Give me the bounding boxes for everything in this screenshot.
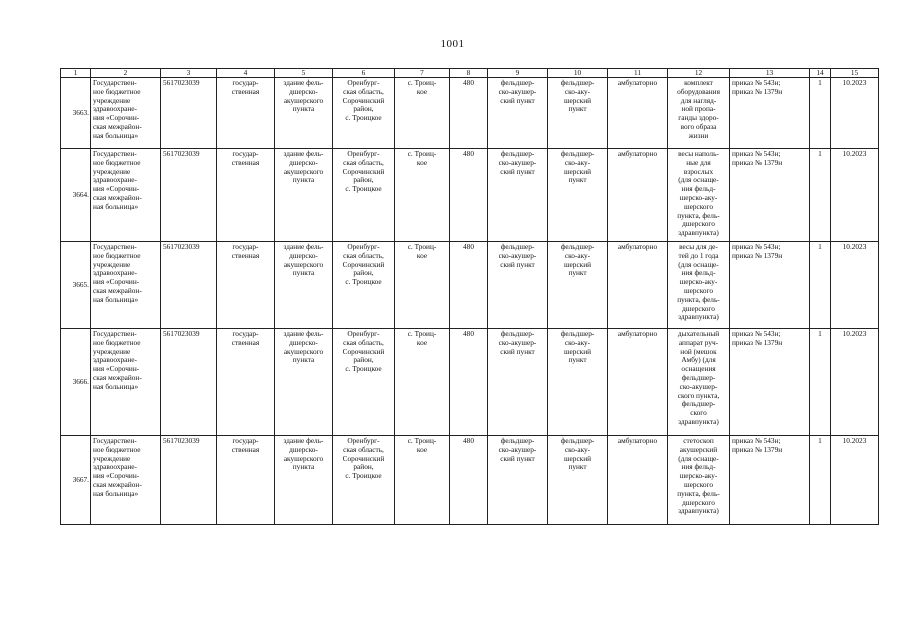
settlement-cell: с. Троиц- кое: [395, 242, 450, 329]
unit-type-cell: фельдшер- ско-акушер- ский пункт: [488, 149, 548, 242]
organization-cell: Государствен- ное бюджетное учреждение здравоохране- ния «Сорочин- ская межрайон- ная больница»: [91, 436, 161, 525]
column-header: 9: [488, 69, 548, 78]
care-type-cell: амбулаторно: [608, 436, 668, 525]
order-cell: приказ № 543н; приказ № 1379н: [730, 329, 810, 436]
quantity-cell: 1: [810, 329, 831, 436]
column-header: 10: [548, 69, 608, 78]
organization-cell: Государствен- ное бюджетное учреждение здравоохране- ния «Сорочин- ская межрайон- ная больница»: [91, 329, 161, 436]
settlement-cell: с. Троиц- кое: [395, 436, 450, 525]
region-cell: Оренбург- ская область, Сорочинский район, с. Троицкое: [333, 436, 395, 525]
quantity-cell: 1: [810, 149, 831, 242]
building-cell: здание фель- дшерско- акушерского пункта: [275, 78, 333, 149]
population-cell: 480: [450, 149, 488, 242]
population-cell: 480: [450, 329, 488, 436]
column-header: 5: [275, 69, 333, 78]
ownership-cell: государ- ственная: [217, 149, 275, 242]
ownership-cell: государ- ственная: [217, 329, 275, 436]
equipment-cell: весы наполь- ные для взрослых (для оснаще- ния фельд- шерско-аку- шерского пункта, фель- дшерского здравпункта): [668, 149, 730, 242]
unit-name-cell: фельдшер- ско-аку- шерский пункт: [548, 242, 608, 329]
unit-name-cell: фельдшер- ско-аку- шерский пункт: [548, 436, 608, 525]
care-type-cell: амбулаторно: [608, 78, 668, 149]
date-cell: 10.2023: [831, 436, 879, 525]
equipment-cell: комплект оборудования для нагляд- ной пропа- ганды здоро- вого образа жизни: [668, 78, 730, 149]
population-cell: 480: [450, 78, 488, 149]
inn-cell: 5617023039: [161, 436, 217, 525]
ownership-cell: государ- ственная: [217, 242, 275, 329]
order-cell: приказ № 543н; приказ № 1379н: [730, 78, 810, 149]
table-row: [61, 78, 879, 149]
care-type-cell: амбулаторно: [608, 149, 668, 242]
column-header: 8: [450, 69, 488, 78]
organization-cell: Государствен- ное бюджетное учреждение здравоохране- ния «Сорочин- ская межрайон- ная больница»: [91, 149, 161, 242]
care-type-cell: амбулаторно: [608, 242, 668, 329]
equipment-cell: весы для де- тей до 1 года (для оснаще- ния фельд- шерско-аку- шерского пункта, фель- дшерского здравпункта): [668, 242, 730, 329]
inn-cell: 5617023039: [161, 78, 217, 149]
region-cell: Оренбург- ская область, Сорочинский район, с. Троицкое: [333, 149, 395, 242]
inn-cell: 5617023039: [161, 242, 217, 329]
unit-type-cell: фельдшер- ско-акушер- ский пункт: [488, 436, 548, 525]
column-header: 12: [668, 69, 730, 78]
unit-name-cell: фельдшер- ско-аку- шерский пункт: [548, 149, 608, 242]
column-header: 6: [333, 69, 395, 78]
ownership-cell: государ- ственная: [217, 436, 275, 525]
table-row: [61, 242, 879, 329]
table-row: [61, 149, 879, 242]
unit-type-cell: фельдшер- ско-акушер- ский пункт: [488, 78, 548, 149]
inn-cell: 5617023039: [161, 149, 217, 242]
column-header: 11: [608, 69, 668, 78]
quantity-cell: 1: [810, 436, 831, 525]
unit-name-cell: фельдшер- ско-аку- шерский пункт: [548, 329, 608, 436]
unit-name-cell: фельдшер- ско-аку- шерский пункт: [548, 78, 608, 149]
date-cell: 10.2023: [831, 78, 879, 149]
population-cell: 480: [450, 436, 488, 525]
table-row: [61, 329, 879, 436]
column-header: 15: [831, 69, 879, 78]
header-row: [61, 69, 879, 78]
organization-cell: Государствен- ное бюджетное учреждение здравоохране- ния «Сорочин- ская межрайон- ная больница»: [91, 78, 161, 149]
settlement-cell: с. Троиц- кое: [395, 329, 450, 436]
population-cell: 480: [450, 242, 488, 329]
quantity-cell: 1: [810, 242, 831, 329]
unit-type-cell: фельдшер- ско-акушер- ский пункт: [488, 329, 548, 436]
column-header: 2: [91, 69, 161, 78]
equipment-cell: стетоскоп акушерский (для оснаще- ния фельд- шерско-аку- шерского пункта, фель- дшерского здравпункта): [668, 436, 730, 525]
equipment-cell: дыхательный аппарат руч- ной (мешок Амбу) (для оснащения фельдшер- ско-акушер- ского пункта, фельдшер- ского здравпункта): [668, 329, 730, 436]
column-header: 1: [61, 69, 91, 78]
building-cell: здание фель- дшерско- акушерского пункта: [275, 149, 333, 242]
row-number: 3665.: [61, 242, 91, 329]
order-cell: приказ № 543н; приказ № 1379н: [730, 149, 810, 242]
region-cell: Оренбург- ская область, Сорочинский район, с. Троицкое: [333, 78, 395, 149]
region-cell: Оренбург- ская область, Сорочинский район, с. Троицкое: [333, 242, 395, 329]
inn-cell: 5617023039: [161, 329, 217, 436]
row-number: 3667.: [61, 436, 91, 525]
settlement-cell: с. Троиц- кое: [395, 78, 450, 149]
registry-table: [60, 68, 879, 525]
region-cell: Оренбург- ская область, Сорочинский район, с. Троицкое: [333, 329, 395, 436]
date-cell: 10.2023: [831, 329, 879, 436]
column-header: 13: [730, 69, 810, 78]
date-cell: 10.2023: [831, 149, 879, 242]
settlement-cell: с. Троиц- кое: [395, 149, 450, 242]
unit-type-cell: фельдшер- ско-акушер- ский пункт: [488, 242, 548, 329]
table-row: [61, 436, 879, 525]
quantity-cell: 1: [810, 78, 831, 149]
building-cell: здание фель- дшерско- акушерского пункта: [275, 329, 333, 436]
care-type-cell: амбулаторно: [608, 329, 668, 436]
column-header: 3: [161, 69, 217, 78]
column-header: 7: [395, 69, 450, 78]
column-header: 14: [810, 69, 831, 78]
row-number: 3663.: [61, 78, 91, 149]
column-header: 4: [217, 69, 275, 78]
order-cell: приказ № 543н; приказ № 1379н: [730, 242, 810, 329]
building-cell: здание фель- дшерско- акушерского пункта: [275, 436, 333, 525]
organization-cell: Государствен- ное бюджетное учреждение здравоохране- ния «Сорочин- ская межрайон- ная больница»: [91, 242, 161, 329]
ownership-cell: государ- ственная: [217, 78, 275, 149]
building-cell: здание фель- дшерско- акушерского пункта: [275, 242, 333, 329]
order-cell: приказ № 543н; приказ № 1379н: [730, 436, 810, 525]
row-number: 3664.: [61, 149, 91, 242]
date-cell: 10.2023: [831, 242, 879, 329]
row-number: 3666.: [61, 329, 91, 436]
page-number: 1001: [440, 38, 465, 50]
